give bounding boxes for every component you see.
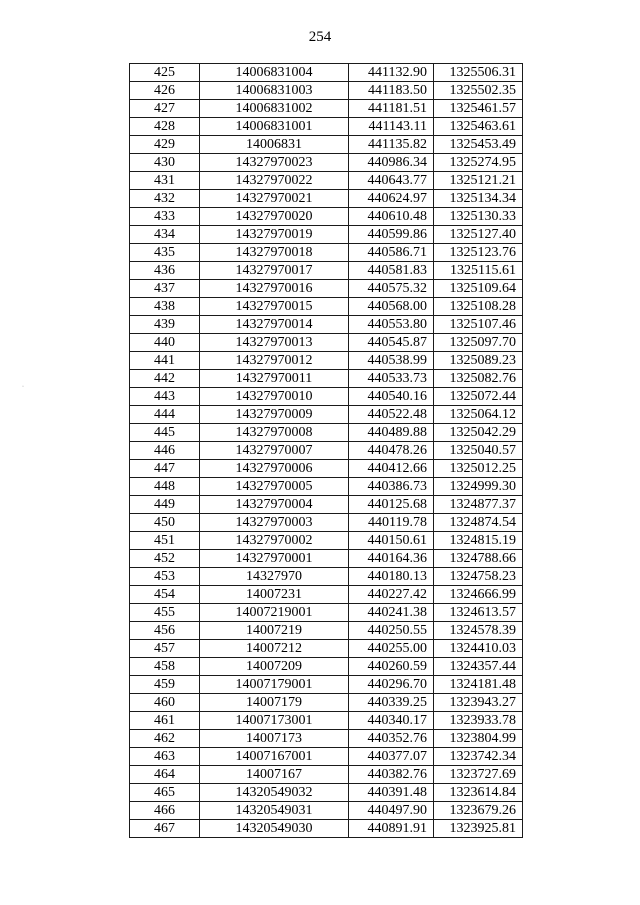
table-row	[130, 172, 523, 190]
y-coordinate-cell: 1325089.23	[434, 352, 523, 370]
x-coordinate-cell: 440150.61	[349, 532, 434, 550]
point-number-cell: 443	[130, 388, 200, 406]
table-row	[130, 424, 523, 442]
cadastral-id-cell: 14007209	[200, 658, 349, 676]
x-coordinate-cell: 440339.25	[349, 694, 434, 712]
point-number-cell: 427	[130, 100, 200, 118]
cadastral-id-cell: 14327970020	[200, 208, 349, 226]
x-coordinate-cell: 440599.86	[349, 226, 434, 244]
y-coordinate-cell: 1324758.23	[434, 568, 523, 586]
cadastral-id-cell: 14006831001	[200, 118, 349, 136]
x-coordinate-cell: 440581.83	[349, 262, 434, 280]
table-row	[130, 802, 523, 820]
point-number-cell: 445	[130, 424, 200, 442]
x-coordinate-cell: 440575.32	[349, 280, 434, 298]
page-number: 254	[308, 29, 332, 45]
point-number-cell: 431	[130, 172, 200, 190]
point-number-cell: 463	[130, 748, 200, 766]
y-coordinate-cell: 1325130.33	[434, 208, 523, 226]
table-row	[130, 676, 523, 694]
cadastral-id-cell: 14327970015	[200, 298, 349, 316]
table-row	[130, 712, 523, 730]
cadastral-id-cell: 14327970011	[200, 370, 349, 388]
cadastral-id-cell: 14320549032	[200, 784, 349, 802]
point-number-cell: 466	[130, 802, 200, 820]
cadastral-id-cell: 14006831	[200, 136, 349, 154]
y-coordinate-cell: 1323943.27	[434, 694, 523, 712]
table-row	[130, 154, 523, 172]
y-coordinate-cell: 1324181.48	[434, 676, 523, 694]
cadastral-id-cell: 14327970002	[200, 532, 349, 550]
cadastral-id-cell: 14327970005	[200, 478, 349, 496]
x-coordinate-cell: 440255.00	[349, 640, 434, 658]
point-number-cell: 432	[130, 190, 200, 208]
point-number-cell: 456	[130, 622, 200, 640]
cadastral-id-cell: 14327970012	[200, 352, 349, 370]
point-number-cell: 453	[130, 568, 200, 586]
x-coordinate-cell: 441181.51	[349, 100, 434, 118]
point-number-cell: 440	[130, 334, 200, 352]
y-coordinate-cell: 1323727.69	[434, 766, 523, 784]
point-number-cell: 446	[130, 442, 200, 460]
cadastral-id-cell: 14327970003	[200, 514, 349, 532]
point-number-cell: 448	[130, 478, 200, 496]
table-row	[130, 586, 523, 604]
table-row	[130, 784, 523, 802]
table-row	[130, 208, 523, 226]
y-coordinate-cell: 1324788.66	[434, 550, 523, 568]
point-number-cell: 433	[130, 208, 200, 226]
cadastral-id-cell: 14327970007	[200, 442, 349, 460]
point-number-cell: 451	[130, 532, 200, 550]
cadastral-id-cell: 14327970023	[200, 154, 349, 172]
x-coordinate-cell: 440412.66	[349, 460, 434, 478]
table-row	[130, 334, 523, 352]
table-row	[130, 496, 523, 514]
cadastral-id-cell: 14320549030	[200, 820, 349, 838]
y-coordinate-cell: 1325461.57	[434, 100, 523, 118]
point-number-cell: 436	[130, 262, 200, 280]
x-coordinate-cell: 440382.76	[349, 766, 434, 784]
x-coordinate-cell: 440250.55	[349, 622, 434, 640]
cadastral-id-cell: 14327970016	[200, 280, 349, 298]
point-number-cell: 458	[130, 658, 200, 676]
point-number-cell: 465	[130, 784, 200, 802]
y-coordinate-cell: 1325097.70	[434, 334, 523, 352]
table-row	[130, 766, 523, 784]
y-coordinate-cell: 1325115.61	[434, 262, 523, 280]
cadastral-id-cell: 14007212	[200, 640, 349, 658]
x-coordinate-cell: 440340.17	[349, 712, 434, 730]
cadastral-id-cell: 14327970019	[200, 226, 349, 244]
table-row	[130, 190, 523, 208]
table-row	[130, 568, 523, 586]
cadastral-id-cell: 14327970009	[200, 406, 349, 424]
cadastral-id-cell: 14327970017	[200, 262, 349, 280]
x-coordinate-cell: 440489.88	[349, 424, 434, 442]
y-coordinate-cell: 1325064.12	[434, 406, 523, 424]
table-row	[130, 64, 523, 82]
table-row	[130, 532, 523, 550]
y-coordinate-cell: 1324666.99	[434, 586, 523, 604]
y-coordinate-cell: 1325042.29	[434, 424, 523, 442]
table-row	[130, 730, 523, 748]
y-coordinate-cell: 1323614.84	[434, 784, 523, 802]
point-number-cell: 461	[130, 712, 200, 730]
table-row	[130, 100, 523, 118]
cadastral-id-cell: 14327970014	[200, 316, 349, 334]
table-row	[130, 550, 523, 568]
cadastral-id-cell: 14006831002	[200, 100, 349, 118]
x-coordinate-cell: 440624.97	[349, 190, 434, 208]
y-coordinate-cell: 1324999.30	[434, 478, 523, 496]
x-coordinate-cell: 440296.70	[349, 676, 434, 694]
y-coordinate-cell: 1324874.54	[434, 514, 523, 532]
table-row	[130, 226, 523, 244]
y-coordinate-cell: 1323925.81	[434, 820, 523, 838]
cadastral-id-cell: 14007231	[200, 586, 349, 604]
y-coordinate-cell: 1324613.57	[434, 604, 523, 622]
table-row	[130, 280, 523, 298]
cadastral-id-cell: 14007167	[200, 766, 349, 784]
point-number-cell: 450	[130, 514, 200, 532]
margin-mark: ·	[22, 384, 24, 390]
x-coordinate-cell: 440260.59	[349, 658, 434, 676]
cadastral-id-cell: 14007179001	[200, 676, 349, 694]
x-coordinate-cell: 440125.68	[349, 496, 434, 514]
y-coordinate-cell: 1325453.49	[434, 136, 523, 154]
point-number-cell: 426	[130, 82, 200, 100]
x-coordinate-cell: 440377.07	[349, 748, 434, 766]
y-coordinate-cell: 1323742.34	[434, 748, 523, 766]
x-coordinate-cell: 440538.99	[349, 352, 434, 370]
y-coordinate-cell: 1325072.44	[434, 388, 523, 406]
x-coordinate-cell: 440478.26	[349, 442, 434, 460]
point-number-cell: 459	[130, 676, 200, 694]
cadastral-id-cell: 14327970010	[200, 388, 349, 406]
y-coordinate-cell: 1325108.28	[434, 298, 523, 316]
table-row	[130, 82, 523, 100]
cadastral-id-cell: 14327970013	[200, 334, 349, 352]
y-coordinate-cell: 1325040.57	[434, 442, 523, 460]
cadastral-id-cell: 14327970021	[200, 190, 349, 208]
x-coordinate-cell: 440610.48	[349, 208, 434, 226]
point-number-cell: 467	[130, 820, 200, 838]
point-number-cell: 438	[130, 298, 200, 316]
point-number-cell: 439	[130, 316, 200, 334]
y-coordinate-cell: 1325082.76	[434, 370, 523, 388]
point-number-cell: 442	[130, 370, 200, 388]
point-number-cell: 437	[130, 280, 200, 298]
point-number-cell: 429	[130, 136, 200, 154]
cadastral-id-cell: 14320549031	[200, 802, 349, 820]
cadastral-id-cell: 14006831004	[200, 64, 349, 82]
coordinates-table	[129, 63, 523, 838]
y-coordinate-cell: 1324578.39	[434, 622, 523, 640]
y-coordinate-cell: 1324877.37	[434, 496, 523, 514]
y-coordinate-cell: 1325123.76	[434, 244, 523, 262]
x-coordinate-cell: 440386.73	[349, 478, 434, 496]
x-coordinate-cell: 440180.13	[349, 568, 434, 586]
x-coordinate-cell: 440568.00	[349, 298, 434, 316]
cadastral-id-cell: 14327970004	[200, 496, 349, 514]
y-coordinate-cell: 1325274.95	[434, 154, 523, 172]
table-row	[130, 460, 523, 478]
table-row	[130, 388, 523, 406]
coordinates-table-body	[130, 64, 523, 838]
point-number-cell: 452	[130, 550, 200, 568]
x-coordinate-cell: 440241.38	[349, 604, 434, 622]
x-coordinate-cell: 441132.90	[349, 64, 434, 82]
x-coordinate-cell: 440540.16	[349, 388, 434, 406]
x-coordinate-cell: 440545.87	[349, 334, 434, 352]
y-coordinate-cell: 1325107.46	[434, 316, 523, 334]
point-number-cell: 434	[130, 226, 200, 244]
point-number-cell: 454	[130, 586, 200, 604]
y-coordinate-cell: 1325463.61	[434, 118, 523, 136]
table-row	[130, 820, 523, 838]
table-row	[130, 694, 523, 712]
table-row	[130, 352, 523, 370]
x-coordinate-cell: 440497.90	[349, 802, 434, 820]
point-number-cell: 425	[130, 64, 200, 82]
point-number-cell: 444	[130, 406, 200, 424]
table-row	[130, 118, 523, 136]
table-row	[130, 478, 523, 496]
table-row	[130, 640, 523, 658]
x-coordinate-cell: 441143.11	[349, 118, 434, 136]
x-coordinate-cell: 440119.78	[349, 514, 434, 532]
table-row	[130, 244, 523, 262]
table-row	[130, 136, 523, 154]
point-number-cell: 447	[130, 460, 200, 478]
cadastral-id-cell: 14007219001	[200, 604, 349, 622]
y-coordinate-cell: 1324410.03	[434, 640, 523, 658]
point-number-cell: 460	[130, 694, 200, 712]
point-number-cell: 455	[130, 604, 200, 622]
table-row	[130, 298, 523, 316]
x-coordinate-cell: 440986.34	[349, 154, 434, 172]
table-row	[130, 604, 523, 622]
table-row	[130, 406, 523, 424]
cadastral-id-cell: 14327970018	[200, 244, 349, 262]
x-coordinate-cell: 440227.42	[349, 586, 434, 604]
y-coordinate-cell: 1325127.40	[434, 226, 523, 244]
point-number-cell: 457	[130, 640, 200, 658]
y-coordinate-cell: 1323679.26	[434, 802, 523, 820]
table-row	[130, 316, 523, 334]
y-coordinate-cell: 1325109.64	[434, 280, 523, 298]
x-coordinate-cell: 441135.82	[349, 136, 434, 154]
x-coordinate-cell: 440643.77	[349, 172, 434, 190]
cadastral-id-cell: 14007219	[200, 622, 349, 640]
y-coordinate-cell: 1324815.19	[434, 532, 523, 550]
cadastral-id-cell: 14007173001	[200, 712, 349, 730]
x-coordinate-cell: 441183.50	[349, 82, 434, 100]
table-row	[130, 658, 523, 676]
table-row	[130, 514, 523, 532]
y-coordinate-cell: 1325502.35	[434, 82, 523, 100]
y-coordinate-cell: 1325121.21	[434, 172, 523, 190]
x-coordinate-cell: 440586.71	[349, 244, 434, 262]
x-coordinate-cell: 440891.91	[349, 820, 434, 838]
y-coordinate-cell: 1324357.44	[434, 658, 523, 676]
table-row	[130, 748, 523, 766]
x-coordinate-cell: 440533.73	[349, 370, 434, 388]
table-row	[130, 370, 523, 388]
y-coordinate-cell: 1325506.31	[434, 64, 523, 82]
cadastral-id-cell: 14327970001	[200, 550, 349, 568]
x-coordinate-cell: 440391.48	[349, 784, 434, 802]
table-row	[130, 262, 523, 280]
cadastral-id-cell: 14327970008	[200, 424, 349, 442]
point-number-cell: 428	[130, 118, 200, 136]
x-coordinate-cell: 440553.80	[349, 316, 434, 334]
point-number-cell: 462	[130, 730, 200, 748]
point-number-cell: 430	[130, 154, 200, 172]
cadastral-id-cell: 14327970	[200, 568, 349, 586]
x-coordinate-cell: 440352.76	[349, 730, 434, 748]
y-coordinate-cell: 1323804.99	[434, 730, 523, 748]
table-row	[130, 442, 523, 460]
cadastral-id-cell: 14327970006	[200, 460, 349, 478]
cadastral-id-cell: 14007173	[200, 730, 349, 748]
cadastral-id-cell: 14006831003	[200, 82, 349, 100]
x-coordinate-cell: 440522.48	[349, 406, 434, 424]
y-coordinate-cell: 1325134.34	[434, 190, 523, 208]
x-coordinate-cell: 440164.36	[349, 550, 434, 568]
point-number-cell: 449	[130, 496, 200, 514]
y-coordinate-cell: 1323933.78	[434, 712, 523, 730]
table-row	[130, 622, 523, 640]
cadastral-id-cell: 14007167001	[200, 748, 349, 766]
cadastral-id-cell: 14327970022	[200, 172, 349, 190]
point-number-cell: 464	[130, 766, 200, 784]
y-coordinate-cell: 1325012.25	[434, 460, 523, 478]
cadastral-id-cell: 14007179	[200, 694, 349, 712]
point-number-cell: 441	[130, 352, 200, 370]
point-number-cell: 435	[130, 244, 200, 262]
